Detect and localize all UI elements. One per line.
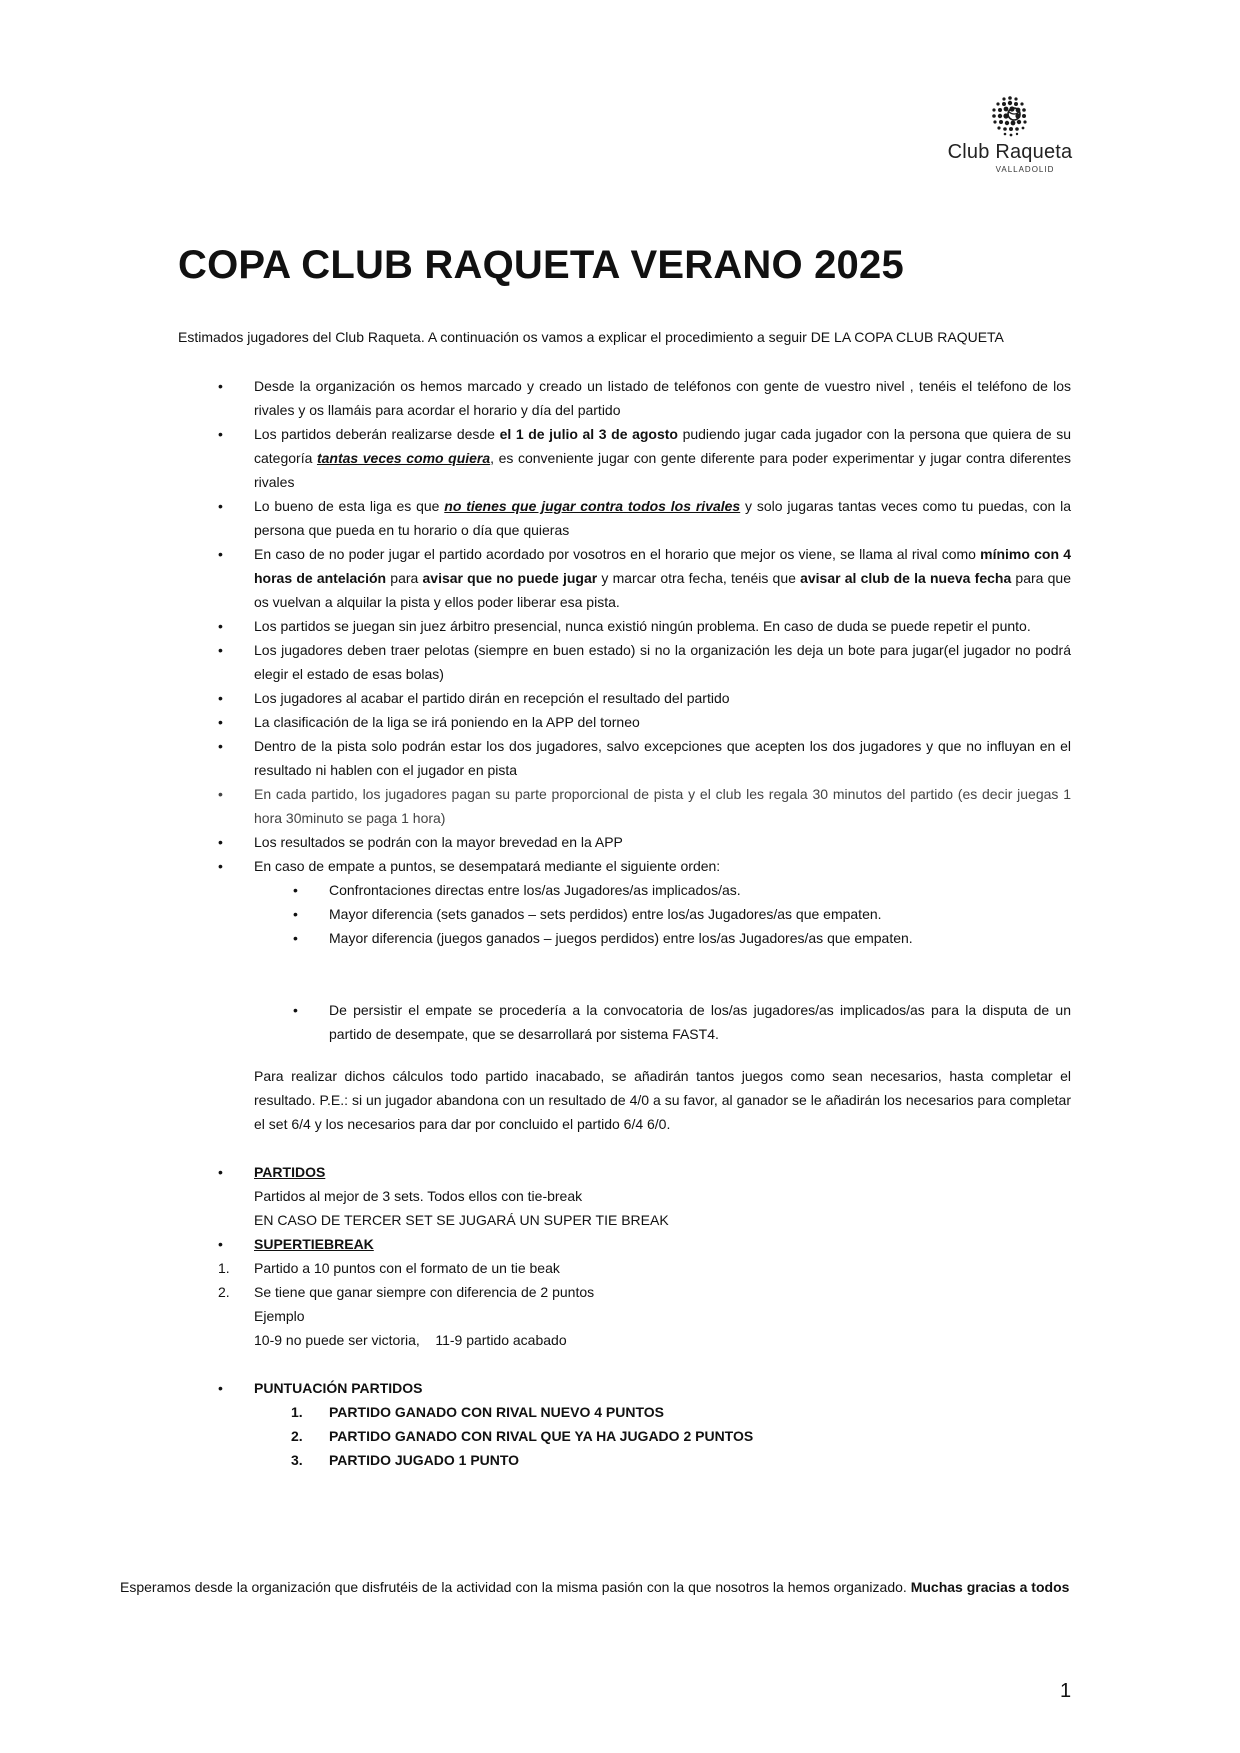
points-text: PARTIDO GANADO CON RIVAL QUE YA HA JUGADO 2 PUNTOS — [329, 1428, 754, 1444]
points-number: 3. — [291, 1452, 303, 1468]
rule-item: • Dentro de la pista solo podrán estar los dos jugadores, salvo excepciones que acepten los dos jugadores y que no influyan en el resultado ni hablen con el jugador en pista — [178, 734, 1071, 782]
points-text: PARTIDO GANADO CON RIVAL NUEVO 4 PUNTOS — [329, 1404, 664, 1420]
rule-item: • Los partidos se juegan sin juez árbitro presencial, nunca existió ningún problema. En caso de duda se puede repetir el punto. — [178, 614, 1071, 638]
partidos-section — [178, 1160, 1071, 1184]
partidos-line: Partidos al mejor de 3 sets. Todos ellos con tie-break — [254, 1188, 583, 1204]
rule-item — [178, 542, 1071, 614]
logo-name: Club Raqueta — [947, 141, 1073, 163]
partidos-heading — [178, 1160, 1071, 1184]
bold-span: el 1 de julio al 3 de agosto — [499, 426, 678, 442]
text-span: En caso de no poder jugar el partido acordado por vosotros en el horario que mejor os viene, se llama al rival como — [254, 546, 981, 562]
rule-item: • Los resultados se podrán con la mayor brevedad en la APP — [178, 830, 1071, 854]
text-span: Los partidos deberán realizarse desde — [254, 426, 500, 442]
emphasis-span: tantas veces como quiera — [316, 450, 491, 466]
emphasis-span: no tienes que jugar contra todos los rivales — [444, 498, 741, 514]
supertiebreak-rule — [178, 1280, 1071, 1304]
section-heading: PARTIDOS — [254, 1164, 326, 1180]
closing-text: Esperamos desde la organización que disfrutéis de la actividad con la misma pasión con la que nosotros la hemos organizado. — [120, 1579, 907, 1595]
page-title: COPA CLUB RAQUETA VERANO 2025 — [178, 243, 904, 287]
intro-text: Estimados jugadores del Club Raqueta. A continuación os vamos a explicar el procedimiento a seguir DE LA COPA CLUB RAQUETA — [178, 329, 1004, 345]
document-body — [178, 374, 1071, 1472]
text-span: pudiendo jugar cada jugador con la persona que quiera de su categoría — [254, 426, 1071, 466]
points-text: PARTIDO JUGADO 1 PUNTO — [329, 1452, 520, 1468]
text-span: Lo bueno de esta liga es que — [254, 498, 445, 514]
example-label: Ejemplo — [254, 1308, 305, 1324]
rule-item — [178, 422, 1071, 494]
rule-item: • La clasificación de la liga se irá poniendo en la APP del torneo — [178, 710, 1071, 734]
points-item — [178, 1424, 1071, 1448]
supertiebreak-heading — [178, 1232, 1071, 1256]
closing-note — [120, 1576, 1071, 1598]
points-list — [178, 1400, 1071, 1472]
calc-note: Para realizar dichos cálculos todo partido inacabado, se añadirán tantos juegos como sean necesarios, hasta completar el resultado. P.E.: si un jugador abandona con un resultado de 4/0 a su favor, al ganador se le añadirán los necesarios para completar el set 6/4 y los necesarios para dar por concluido el partido 6/4 6/0. — [254, 1068, 1071, 1132]
page-number: 1 — [1060, 1680, 1072, 1702]
partidos-line: EN CASO DE TERCER SET SE JUGARÁ UN SUPER TIE BREAK — [254, 1212, 669, 1228]
text-span: para — [386, 570, 423, 586]
rule-item: • En caso de empate a puntos, se desempatará mediante el siguiente orden: — [178, 854, 1071, 878]
tiebreak-order-list — [178, 878, 1071, 950]
rule-item: • En cada partido, los jugadores pagan su parte proporcional de pista y el club les regala 30 minutos del partido (es decir juegas 1 hora 30minuto se paga 1 hora) — [178, 782, 1071, 830]
tennis-ball-dots-icon — [985, 95, 1035, 139]
tiebreak-persist: • De persistir el empate se procedería a la convocatoria de los/as jugadores/as implicados/as para la disputa de un partido de desempate, que se desarrollará por sistema FAST4. — [178, 998, 1071, 1046]
rule-item: • Los jugadores al acabar el partido dirán en recepción el resultado del partido — [178, 686, 1071, 710]
points-number: 2. — [291, 1428, 303, 1444]
section-heading: PUNTUACIÓN PARTIDOS — [254, 1380, 423, 1396]
example-text: 10-9 no puede ser victoria, 11-9 partido acabado — [254, 1332, 567, 1348]
puntuacion-section — [178, 1376, 1071, 1400]
rule-text: Partido a 10 puntos con el formato de un tie beak — [254, 1260, 560, 1276]
tiebreak-criterion: • Mayor diferencia (sets ganados – sets perdidos) entre los/as Jugadores/as que empaten. — [178, 902, 1071, 926]
tiebreak-persist-list — [178, 998, 1071, 1046]
rule-number: 1. — [218, 1260, 230, 1276]
tiebreak-criterion: • Confrontaciones directas entre los/as Jugadores/as implicados/as. — [178, 878, 1071, 902]
bold-span: mínimo con 4 horas de antelación — [254, 546, 1071, 586]
rule-number: 2. — [218, 1284, 230, 1300]
text-span: y solo jugaras tantas veces como tu puedas, con la persona que pueda en tu horario o día que quieras — [254, 498, 1072, 538]
points-item — [178, 1400, 1071, 1424]
rule-item: • Desde la organización os hemos marcado y creado un listado de teléfonos con gente de vuestro nivel , tenéis el teléfono de los rivales y os llamáis para acordar el horario y día del partido — [178, 374, 1071, 422]
bold-span: avisar al club de la nueva fecha — [800, 570, 1012, 586]
rule-item — [178, 494, 1071, 542]
rules-list — [178, 374, 1071, 878]
text-span: y marcar otra fecha, tenéis que — [597, 570, 801, 586]
points-item — [178, 1448, 1071, 1472]
tiebreak-criterion: • Mayor diferencia (juegos ganados – juegos perdidos) entre los/as Jugadores/as que empaten. — [178, 926, 1071, 950]
rule-item: • Los jugadores deben traer pelotas (siempre en buen estado) si no la organización les deja un bote para jugar(el jugador no podrá elegir el estado de esas bolas) — [178, 638, 1071, 686]
club-logo — [945, 95, 1075, 174]
bold-span: avisar que no puede jugar — [422, 570, 598, 586]
puntuacion-heading — [178, 1376, 1071, 1400]
supertiebreak-rule — [178, 1256, 1071, 1280]
closing-thanks: Muchas gracias a todos — [910, 1579, 1070, 1595]
supertiebreak-section — [178, 1232, 1071, 1256]
logo-city: VALLADOLID — [995, 165, 1055, 174]
text-span: , es conveniente jugar con gente diferente para poder experimentar y jugar contra diferentes rivales — [254, 450, 1071, 490]
points-number: 1. — [291, 1404, 303, 1420]
text-span: para que os vuelvan a alquilar la pista y ellos poder liberar esa pista. — [254, 570, 1071, 610]
rule-text: Se tiene que ganar siempre con diferencia de 2 puntos — [254, 1284, 595, 1300]
section-heading: SUPERTIEBREAK — [254, 1236, 374, 1252]
